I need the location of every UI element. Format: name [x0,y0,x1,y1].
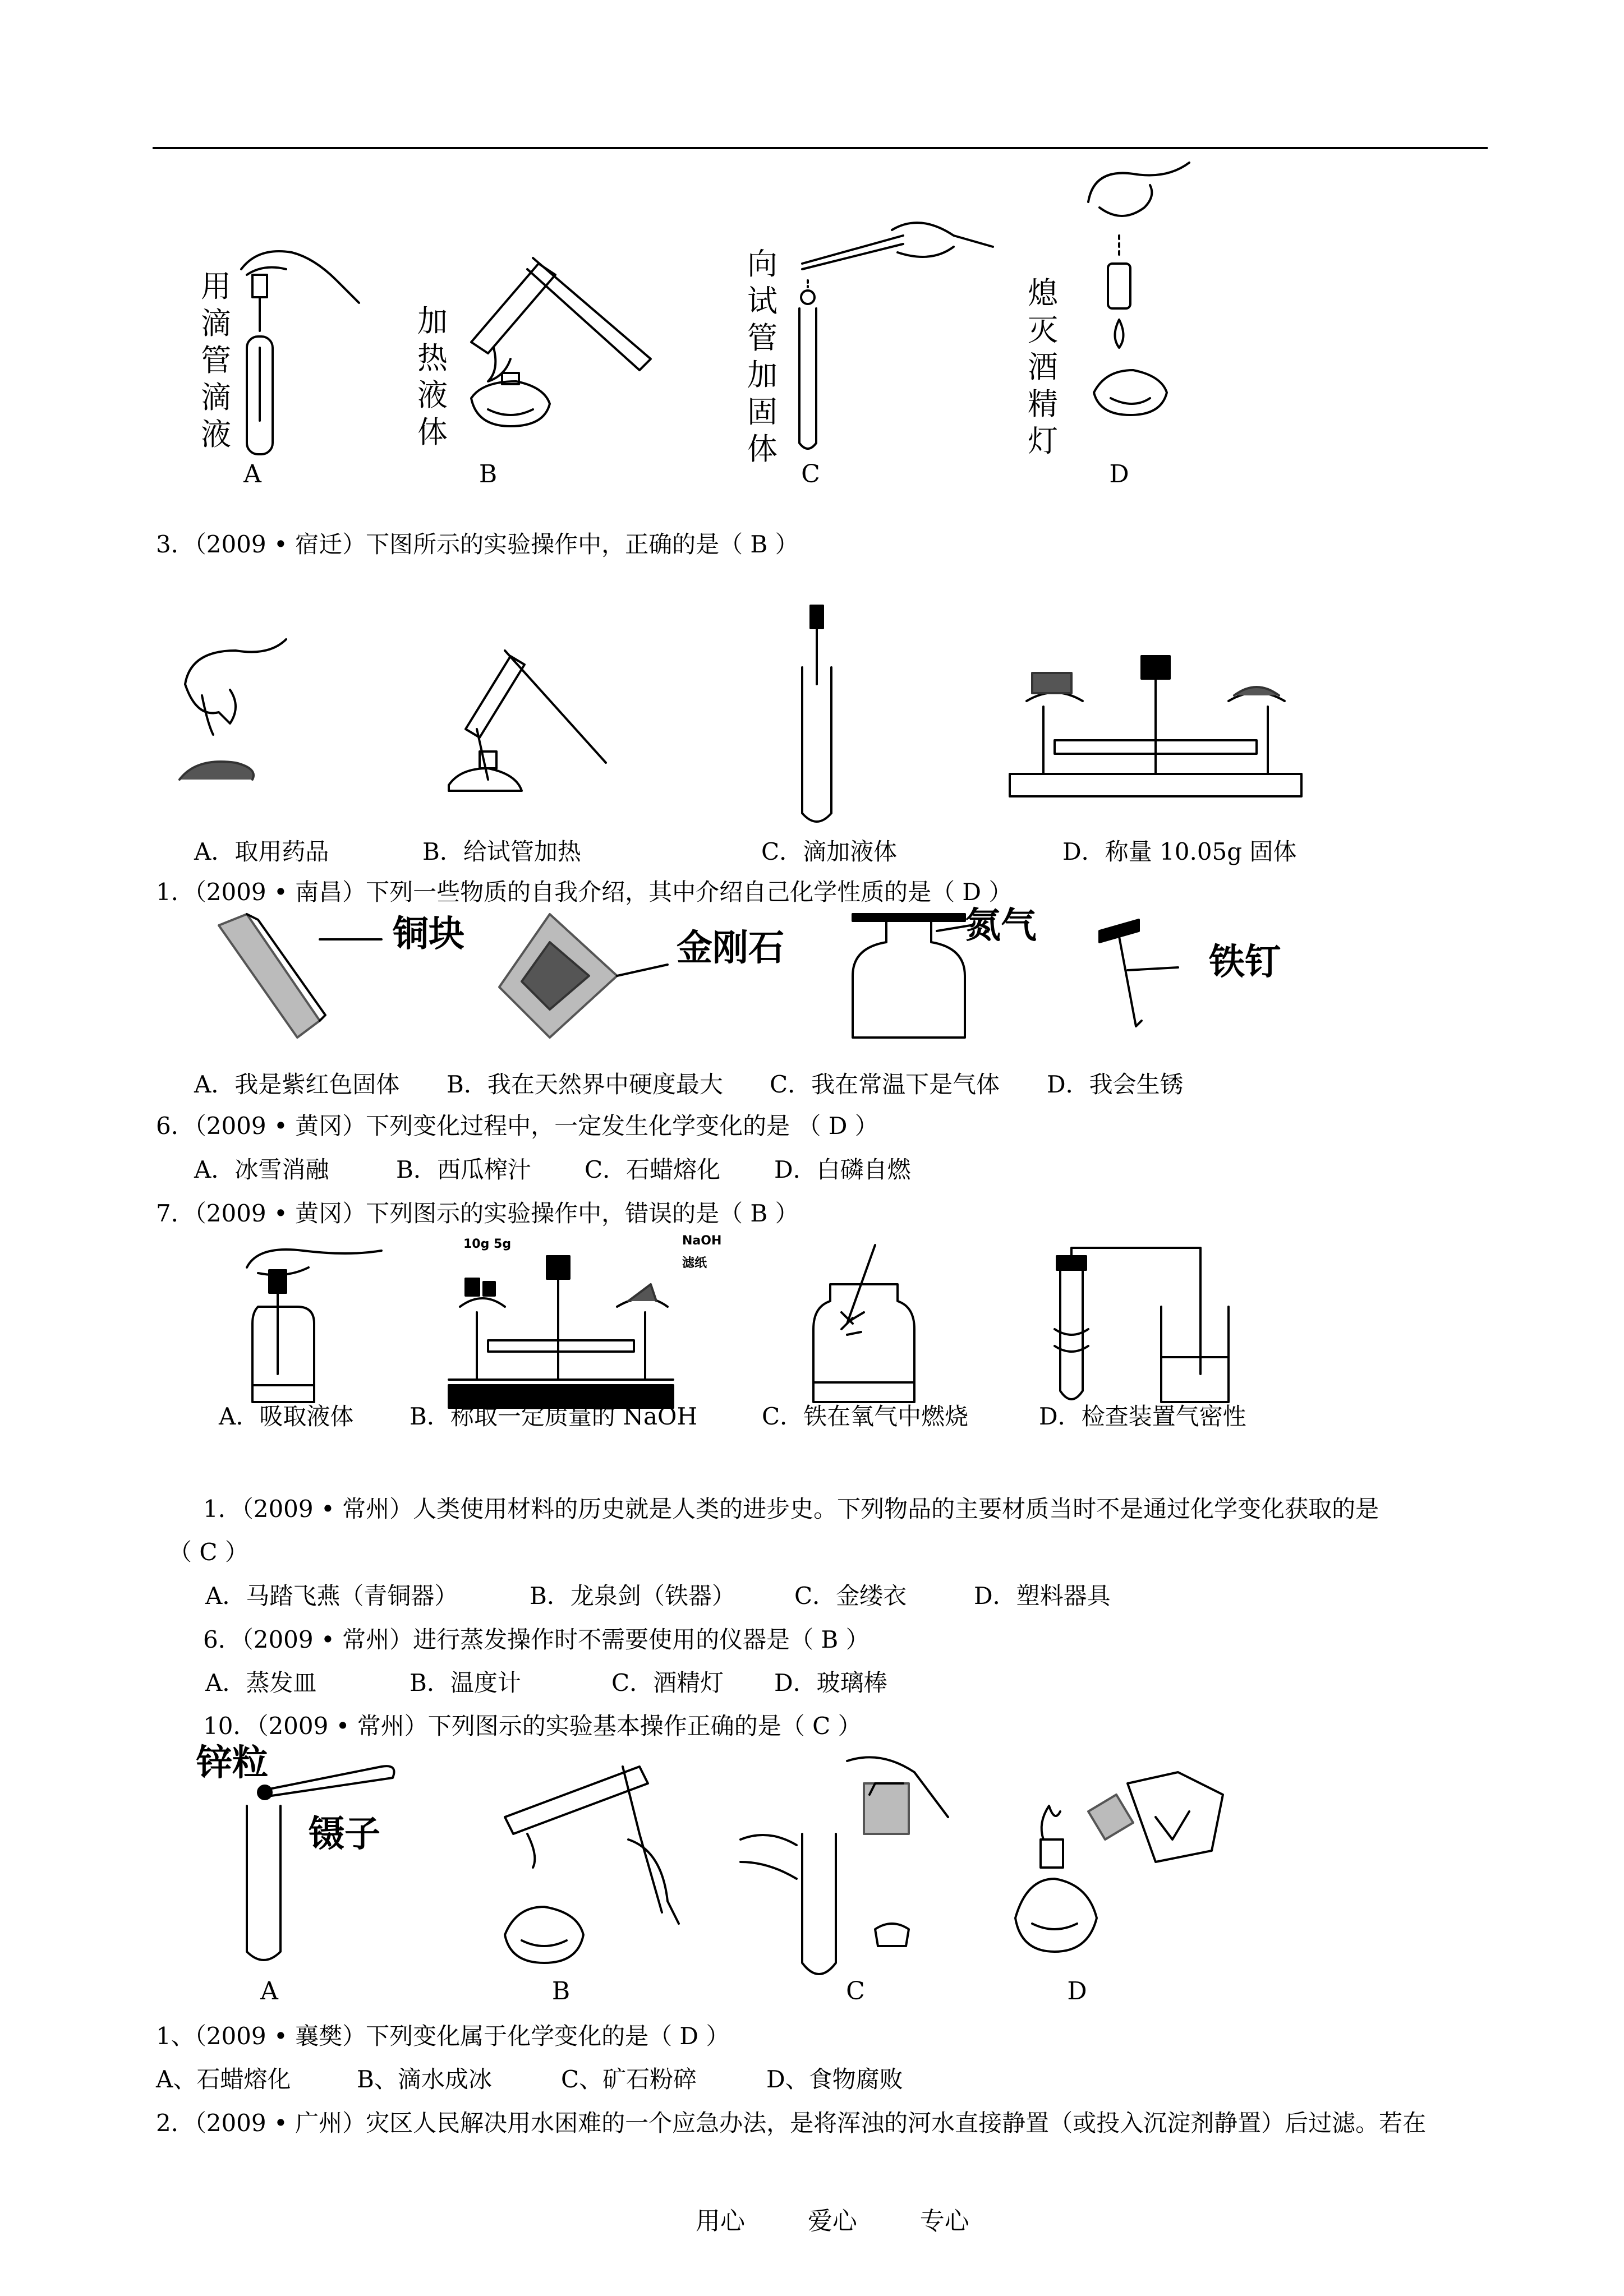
huanggang7-option-b: B．称取一定质量的 NaOH [410,1403,698,1430]
airtightness-check-figure [1049,1245,1240,1413]
pouring-liquid-figure [735,1750,959,1985]
changzhou10-option-a: A [260,1977,278,2005]
suqian-option-a: A．取用药品 [194,838,329,865]
filter-paper-label: 滤纸 [682,1256,707,1270]
nanchang-option-d: D．我会生锈 [1047,1071,1184,1098]
lighting-lamp-figure [999,1761,1234,1974]
heating-tube-figure [426,617,617,808]
changzhou6-option-d: D．玻璃棒 [774,1669,887,1696]
extinguish-lamp-figure [1077,157,1217,454]
pipette-absorb-figure [236,1234,393,1413]
question-xiangfan: 1、（2009 • 襄樊）下列变化属于化学变化的是（ D ） [156,2022,730,2050]
label-d-vertical: 熄灭酒精灯 [1028,275,1058,459]
question-changzhou-10: 10．（2009 • 常州）下列图示的实验基本操作正确的是（ C ） [203,1712,862,1740]
suqian-option-d: D．称量 10.05g 固体 [1062,838,1297,865]
option-d-label: D [1109,460,1129,488]
changzhou6-option-a: A．蒸发皿 [205,1669,317,1696]
label-zinc: 锌粒 [196,1742,268,1784]
changzhou1-option-b: B．龙泉剑（铁器） [530,1582,735,1610]
suqian-option-b: B．给试管加热 [422,838,581,865]
changzhou10-option-c: C [846,1977,865,2005]
question-changzhou-1-line1: 1．（2009 • 常州）人类使用材料的历史就是人类的进步史。下列物品的主要材质当时不是通过化学变化获取的是 [203,1495,1379,1523]
naoh-label: NaOH [682,1234,722,1248]
changzhou1-option-a: A．马踏飞燕（青铜器） [205,1582,458,1610]
weights-label: 10g 5g [463,1237,512,1251]
nanchang-option-c: C．我在常温下是气体 [770,1071,1000,1098]
heating-tube-holder-figure [494,1755,707,1980]
label-copper: 铜块 [393,914,464,955]
iron-burning-oxygen-figure [808,1239,920,1413]
huanggang7-option-d: D．检查装置气密性 [1039,1403,1246,1430]
huanggang6-option-d: D．白磷自燃 [774,1156,911,1183]
dropper-drip-figure [224,236,370,460]
changzhou6-option-b: B．温度计 [410,1669,521,1696]
label-a-vertical: 用滴管滴液 [201,269,231,452]
question-changzhou-6: 6．（2009 • 常州）进行蒸发操作时不需要使用的仪器是（ B ） [203,1626,869,1653]
label-c-vertical: 向试管加固体 [747,246,778,467]
changzhou1-option-c: C．金缕衣 [794,1582,907,1610]
xiangfan-option-a: A、石蜡熔化 [156,2066,291,2093]
nanchang-option-a: A．我是紫红色固体 [194,1071,400,1098]
option-c-label: C [801,460,820,488]
xiangfan-option-c: C、矿石粉碎 [561,2066,697,2093]
footer-word-1: 用心 [696,2207,745,2235]
changzhou6-option-c: C．酒精灯 [611,1669,724,1696]
label-tweezers: 镊子 [309,1814,380,1855]
label-diamond: 金刚石 [677,928,784,969]
header-rule [153,147,1488,149]
changzhou1-option-d: D．塑料器具 [974,1582,1111,1610]
huanggang7-option-a: A．吸取液体 [219,1403,354,1430]
zinc-tweezers-tube-figure [236,1761,415,1963]
label-b-vertical: 加热液体 [417,303,448,450]
huanggang7-option-c: C．铁在氧气中燃烧 [762,1403,969,1430]
question-huanggang-7: 7．（2009 • 黄冈）下列图示的实验操作中，错误的是（ B ） [156,1200,799,1227]
taking-reagent-hand-icon [168,628,303,785]
iron-nail-figure [1094,914,1217,1043]
changzhou10-option-b: B [551,1977,571,2005]
footer-word-3: 专心 [919,2207,969,2235]
diamond-figure [488,909,679,1049]
dropping-liquid-figure [785,600,853,830]
label-nitrogen: 氮气 [965,905,1037,947]
changzhou10-option-d: D [1067,1977,1087,2005]
huanggang6-option-a: A．冰雪消融 [194,1156,329,1183]
heating-liquid-figure [449,241,662,454]
adding-solid-figure [785,202,999,454]
label-iron-nail: 铁钉 [1209,942,1281,983]
xiangfan-option-b: B、滴水成冰 [357,2066,492,2093]
nanchang-option-b: B．我在天然界中硬度最大 [447,1071,723,1098]
option-a-label: A [243,460,261,488]
huanggang6-option-b: B．西瓜榨汁 [396,1156,531,1183]
question-suqian: 3．（2009 • 宿迁）下图所示的实验操作中，正确的是（ B ） [156,531,799,558]
question-guangzhou: 2．（2009 • 广州）灾区人民解决用水困难的一个应急办法，是将浑浊的河水直接静置（或投入沉淀剂静置）后过滤。若在 [156,2109,1427,2137]
footer-word-2: 爱心 [807,2207,857,2235]
huanggang6-option-c: C．石蜡熔化 [585,1156,721,1183]
question-nanchang: 1．（2009 • 南昌）下列一些物质的自我介绍，其中介绍自己化学性质的是（ D ） [156,878,1013,906]
xiangfan-option-d: D、食物腐败 [766,2066,903,2093]
page-footer [696,2207,969,2236]
balance-weighing-figure [1004,639,1307,802]
option-b-label: B [479,460,498,488]
suqian-option-c: C．滴加液体 [761,838,898,865]
question-changzhou-1-line2: （ C ） [168,1538,249,1566]
balance-naoh-figure [443,1245,679,1413]
question-huanggang-6: 6．（2009 • 黄冈）下列变化过程中，一定发生化学变化的是 （ D ） [156,1112,878,1140]
